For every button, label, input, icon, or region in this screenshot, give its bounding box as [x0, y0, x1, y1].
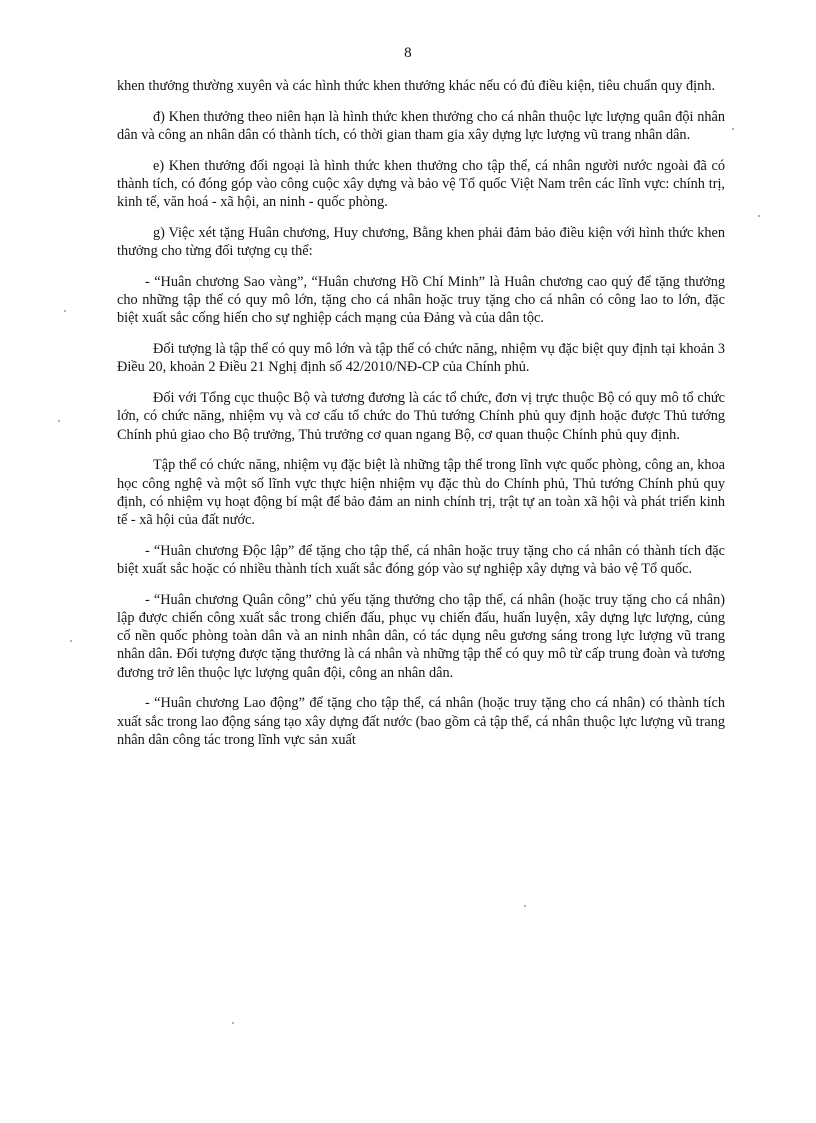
scan-speck	[232, 1022, 234, 1024]
paragraph-khen-thuong-nien-han: đ) Khen thưởng theo niên hạn là hình thức khen thưởng cho cá nhân thuộc lực lượng quân đội nhân dân và công an nhân dân có thành tích, có thời gian tham gia xây dựng lực lượng vũ trang nhân dân.	[117, 108, 725, 143]
paragraph-tong-cuc-thuoc-bo: Đối với Tổng cục thuộc Bộ và tương đương là các tổ chức, đơn vị trực thuộc Bộ có quy mô tổ chức lớn, có chức năng, nhiệm vụ và cơ cấu tổ chức do Thủ tướng Chính phủ quy định hoặc được Thủ tướng Chính phủ giao cho Bộ trưởng, Thủ trưởng cơ quan ngang Bộ, cơ quan thuộc Chính phủ quy định.	[117, 390, 725, 443]
paragraph-tap-the-dac-biet: Tập thể có chức năng, nhiệm vụ đặc biệt là những tập thể trong lĩnh vực quốc phòng, công an, khoa học công nghệ và một số lĩnh vực thực hiện nhiệm vụ đặc thù do Chính phủ, Thủ tướng Chính phủ quy định, có nhiệm vụ hoạt động bí mật để bảo đảm an ninh chính trị, trật tự an toàn xã hội và phát triển kinh tế - xã hội của đất nước.	[117, 457, 725, 529]
page-number: 8	[404, 45, 412, 61]
paragraph-huan-chuong-lao-dong: - “Huân chương Lao động” để tặng cho tập thể, cá nhân (hoặc truy tặng cho cá nhân) có thành tích xuất sắc trong lao động sáng tạo xây dựng đất nước (bao gồm cả tập thể, cá nhân thuộc lực lượng vũ trang nhân dân công tác trong lĩnh vực sản xuất	[117, 695, 725, 748]
scan-speck	[58, 420, 60, 422]
scan-speck	[732, 128, 734, 130]
scan-speck	[64, 310, 66, 312]
document-body	[117, 77, 725, 762]
paragraph-continuation: khen thưởng thường xuyên và các hình thức khen thưởng khác nếu có đủ điều kiện, tiêu chuẩn quy định.	[117, 78, 716, 94]
scan-speck	[70, 640, 72, 642]
paragraph-huan-chuong-quan-cong: - “Huân chương Quân công” chủ yếu tặng thưởng cho tập thể, cá nhân (hoặc truy tặng cho cá nhân) lập được chiến công xuất sắc trong chiến đấu, phục vụ chiến đấu, huấn luyện, xây dựng lực lượng, củng cố nền quốc phòng toàn dân và an ninh nhân dân, có tác dụng nêu gương sáng trong lực lượng vũ trang nhân dân. Đối tượng được tặng thưởng là cá nhân và những tập thể có quy mô từ cấp trung đoàn và tương đương trở lên thuộc lực lượng quân đội, công an nhân dân.	[117, 591, 725, 681]
paragraph-khen-thuong-doi-ngoai: e) Khen thưởng đối ngoại là hình thức khen thưởng cho tập thể, cá nhân người nước ngoài đã có thành tích, có đóng góp vào công cuộc xây dựng và bảo vệ Tổ quốc Việt Nam trên các lĩnh vực: chính trị, kinh tế, văn hoá - xã hội, an ninh - quốc phòng.	[117, 157, 725, 211]
paragraph-huan-chuong-sao-vang: - “Huân chương Sao vàng”, “Huân chương Hồ Chí Minh” là Huân chương cao quý để tặng thưởng cho những tập thể có quy mô lớn, tặng cho cá nhân hoặc truy tặng cho cá nhân có công lao to lớn, đặc biệt xuất sắc cống hiến cho sự nghiệp cách mạng của Đảng và của dân tộc.	[117, 274, 725, 327]
paragraph-doi-tuong-tap-the: Đối tượng là tập thể có quy mô lớn và tập thể có chức năng, nhiệm vụ đặc biệt quy định tại khoản 3 Điều 20, khoản 2 Điều 21 Nghị định số 42/2010/NĐ-CP của Chính phủ.	[117, 341, 725, 376]
scan-speck	[524, 905, 526, 907]
paragraph-xet-tang-huan-chuong: g) Việc xét tặng Huân chương, Huy chương, Bằng khen phải đảm bảo điều kiện với hình thức khen thưởng cho từng đối tượng cụ thể:	[117, 225, 725, 260]
paragraph-huan-chuong-doc-lap: - “Huân chương Độc lập” để tặng cho tập thể, cá nhân hoặc truy tặng cho cá nhân có thành tích đặc biệt xuất sắc hoặc có nhiều thành tích xuất sắc đóng góp vào sự nghiệp xây dựng và bảo vệ Tổ quốc.	[117, 542, 725, 578]
scan-speck	[758, 215, 760, 217]
